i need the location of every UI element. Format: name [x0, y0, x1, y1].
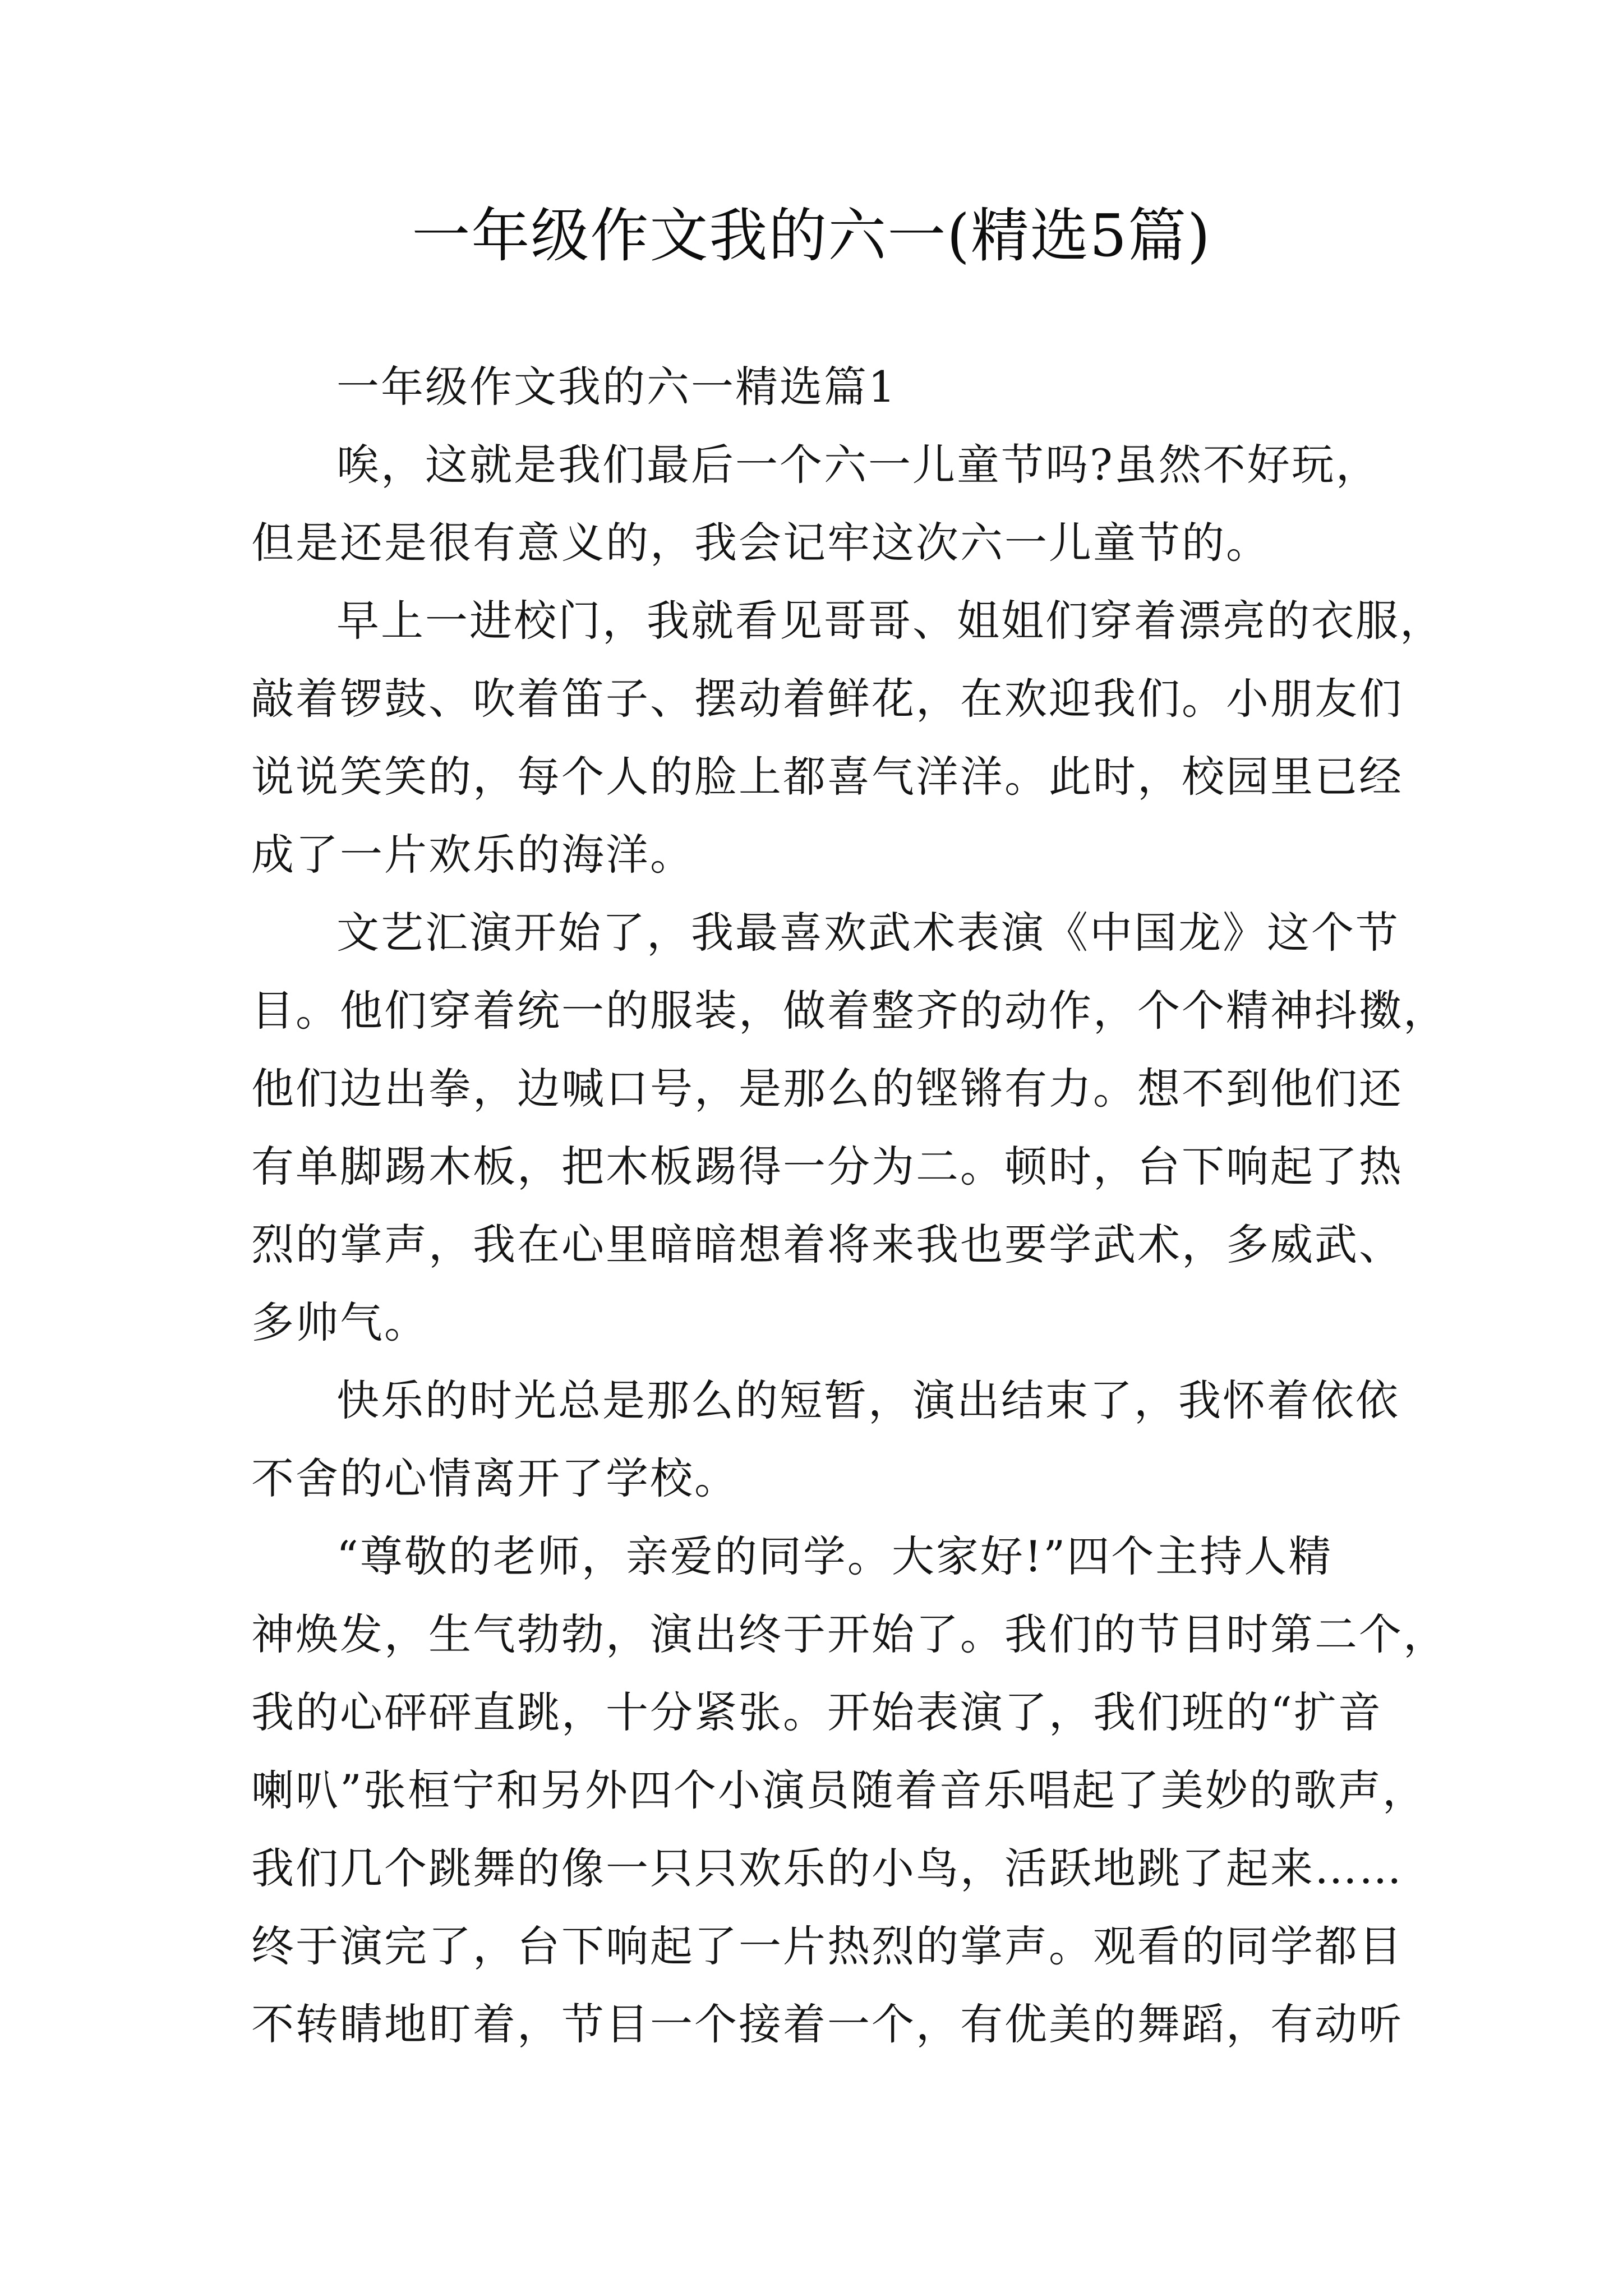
- text-line: 目。他们穿着统一的服装，做着整齐的动作，个个精神抖擞，: [251, 986, 1447, 1036]
- text-line: 早上一进校门，我就看见哥哥、姐姐们穿着漂亮的衣服，: [336, 596, 1444, 646]
- text-line: 敲着锣鼓、吹着笛子、摆动着鲜花，在欢迎我们。小朋友们: [251, 674, 1403, 724]
- text-line: 终于演完了，台下响起了一片热烈的掌声。观看的同学都目: [251, 1921, 1403, 1971]
- section-heading: 一年级作文我的六一精选篇1: [336, 362, 897, 412]
- text-line: 喇叭”张桓宁和另外四个小演员随着音乐唱起了美妙的歌声，: [251, 1765, 1427, 1815]
- text-line: 神焕发，生气勃勃，演出终于开始了。我们的节目时第二个，: [251, 1609, 1447, 1659]
- text-line: 成了一片欢乐的海洋。: [251, 830, 694, 880]
- text-line: 唉，这就是我们最后一个六一儿童节吗?虽然不好玩，: [336, 440, 1380, 490]
- text-line: 不舍的心情离开了学校。: [251, 1453, 739, 1503]
- text-line: 多帅气。: [251, 1297, 428, 1347]
- text-line: 不转睛地盯着，节目一个接着一个，有优美的舞蹈，有动听: [251, 1999, 1403, 2049]
- text-line: 但是还是很有意义的，我会记牢这次六一儿童节的。: [251, 518, 1270, 568]
- text-line: 有单脚踢木板，把木板踢得一分为二。顿时，台下响起了热: [251, 1142, 1403, 1191]
- document-body: [251, 348, 1447, 2063]
- text-line: 他们边出拳，边喊口号，是那么的铿锵有力。想不到他们还: [251, 1064, 1403, 1114]
- text-line: 烈的掌声，我在心里暗暗想着将来我也要学武术，多威武、: [251, 1220, 1403, 1269]
- document-title: 一年级作文我的六一(精选5篇): [412, 201, 1211, 270]
- text-line: “尊敬的老师，亲爱的同学。大家好!”四个主持人精: [336, 1531, 1333, 1581]
- text-line: 我的心砰砰直跳，十分紧张。开始表演了，我们班的“扩音: [251, 1687, 1382, 1737]
- text-line: 我们几个跳舞的像一只只欢乐的小鸟，活跃地跳了起来……: [251, 1843, 1403, 1893]
- text-line: 文艺汇演开始了，我最喜欢武术表演《中国龙》这个节: [336, 908, 1400, 958]
- text-line: 说说笑笑的，每个人的脸上都喜气洋洋。此时，校园里已经: [251, 752, 1403, 802]
- text-line: 快乐的时光总是那么的短暂，演出结束了，我怀着依依: [336, 1375, 1400, 1425]
